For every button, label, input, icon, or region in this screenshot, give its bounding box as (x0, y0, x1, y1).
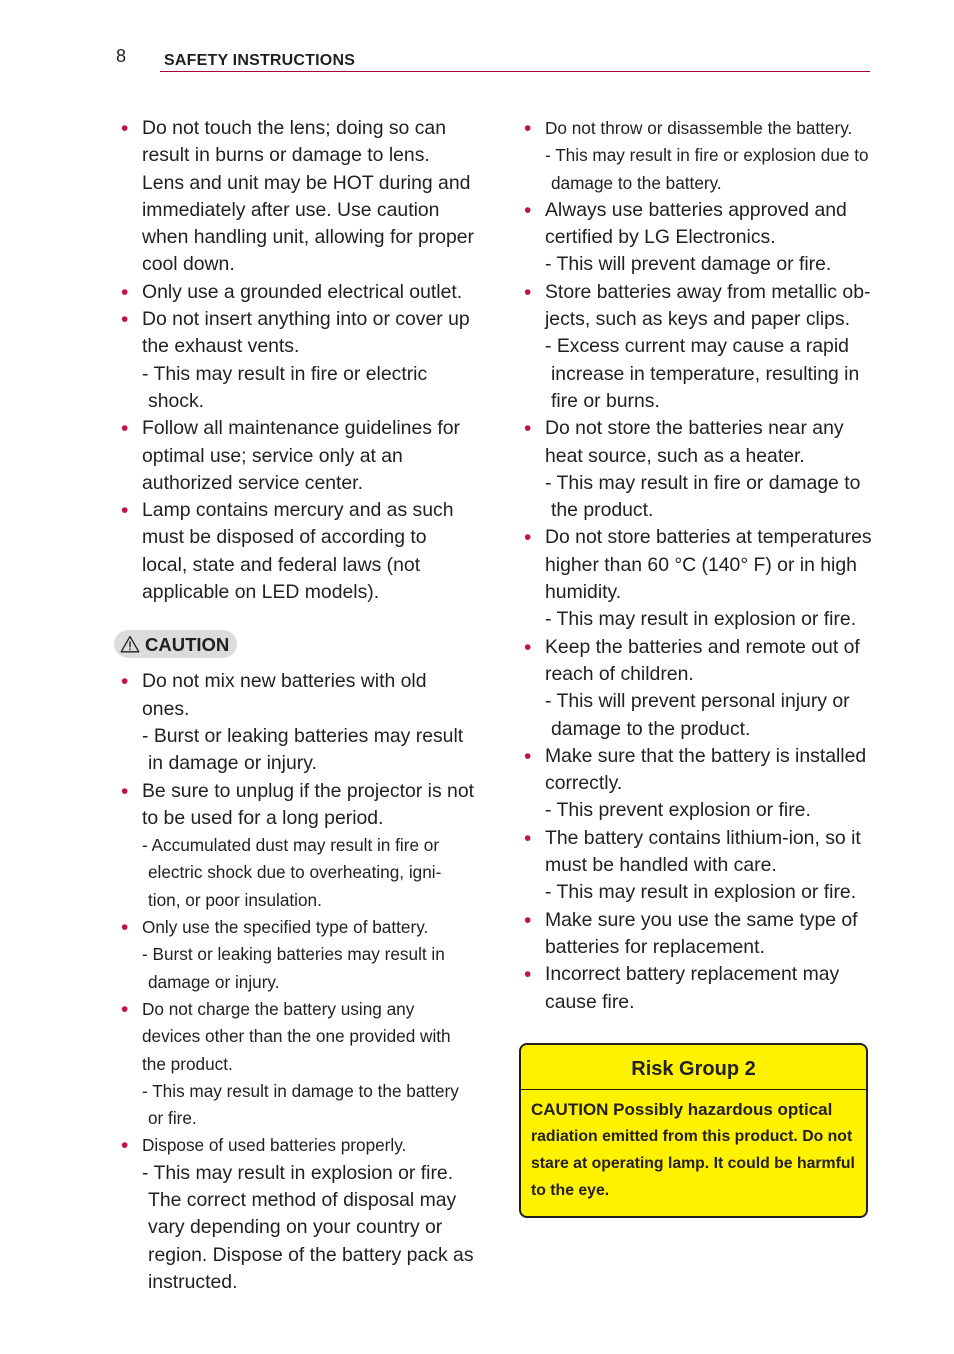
item-note: - Burst or leaking batteries may result in damage or injury. (142, 944, 445, 992)
item-text: Do not throw or disassemble the battery. (545, 118, 853, 138)
list-item (120, 279, 475, 306)
list-item (523, 634, 875, 743)
risk-warning-line1: CAUTION Possibly hazardous optical (531, 1100, 833, 1119)
list-item (120, 415, 475, 497)
item-note: - This may result in fire or electric shock. (142, 362, 428, 412)
item-text: Do not store batteries at temperatures higher than 60 °C (140° F) or in high humidity. (545, 526, 872, 604)
list-item (523, 415, 875, 524)
item-note: - This may result in damage to the battery or fire. (142, 1080, 459, 1129)
item-note: - This may result in explosion or fire. (545, 608, 857, 631)
list-item (120, 778, 475, 914)
item-text: Dispose of used batteries properly. (142, 1135, 407, 1156)
caution-label: CAUTION (145, 633, 230, 655)
item-text: Incorrect battery replacement may cause fire. (545, 963, 840, 1013)
item-note: - This will prevent personal injury or damage to the product. (545, 690, 850, 740)
item-text: Lamp contains mercury and as such must be disposed of according to local, state and federal laws (not applicable on LED models). (142, 499, 454, 604)
list-item (120, 1132, 475, 1296)
item-text: Make sure that the battery is installed correctly. (545, 744, 867, 795)
item-text: Do not touch the lens; doing so can result in burns or damage to lens. Lens and unit may be HOT during and immediately after use. Use caution when handling unit, allowing for proper cool down. (142, 117, 475, 276)
list-item (120, 914, 475, 996)
item-text: Store batteries away from metallic ob- jects, such as keys and paper clips. (545, 280, 871, 331)
item-text: Be sure to unplug if the projector is not to be used for a long period. (142, 779, 474, 829)
list-item (523, 524, 875, 633)
list-item (523, 115, 875, 197)
item-note: - This may result in fire or damage to the product. (545, 471, 861, 522)
item-text: Keep the batteries and remote out of reach of children. (545, 635, 860, 685)
list-item (120, 115, 475, 279)
list-item (523, 907, 875, 962)
header-divider (160, 71, 870, 72)
item-note: - This may result in explosion or fire. (545, 881, 857, 904)
right-column (523, 115, 875, 1016)
warning-triangle-icon (120, 635, 140, 653)
list-item (120, 306, 475, 415)
list-item (523, 825, 875, 907)
section-header-title: SAFETY INSTRUCTIONS (164, 52, 356, 69)
item-text: Do not insert anything into or cover up the exhaust vents. (142, 308, 470, 358)
list-item (523, 961, 875, 1016)
list-item (523, 279, 875, 415)
item-note: - This prevent explosion or fire. (545, 799, 811, 822)
page-number: 8 (116, 46, 127, 66)
list-item (120, 996, 475, 1132)
item-text: Do not mix new batteries with old ones. (142, 670, 427, 720)
risk-warning-text (521, 1090, 866, 1204)
list-item (523, 743, 875, 825)
item-note: - This will prevent damage or fire. (545, 253, 832, 276)
item-text: Always use batteries approved and certified by LG Electronics. (545, 198, 847, 249)
risk-warning-rest: radiation emitted from this product. Do not stare at operating lamp. It could be harmful to the eye. (531, 1128, 855, 1199)
caution-badge (114, 630, 237, 658)
item-text: The battery contains lithium-ion, so it must be handled with care. (545, 826, 861, 877)
risk-group-title: Risk Group 2 (521, 1045, 866, 1090)
item-text: Do not store the batteries near any heat source, such as a heater. (545, 417, 844, 467)
list-item (523, 197, 875, 279)
risk-group-label (519, 1043, 868, 1218)
item-note: - This may result in explosion or fire. The correct method of disposal may vary depending on your country or region. Dispose of the battery pack as instructed. (142, 1161, 474, 1293)
item-note: - Accumulated dust may result in fire or electric shock due to overheating, igni- tion, or poor insulation. (142, 835, 442, 910)
list-item (120, 497, 475, 606)
item-note: - Burst or leaking batteries may result in damage or injury. (142, 724, 464, 775)
item-text: Follow all maintenance guidelines for optimal use; service only at an authorized service center. (142, 417, 460, 494)
item-text: Make sure you use the same type of batteries for replacement. (545, 908, 858, 958)
item-note: - This may result in fire or explosion due to damage to the battery. (545, 145, 869, 193)
list-item (120, 668, 475, 777)
item-text: Do not charge the battery using any devices other than the one provided with the product. (142, 998, 451, 1074)
item-note: - Excess current may cause a rapid increase in temperature, resulting in fire or burns. (545, 335, 860, 412)
item-text: Only use the specified type of battery. (142, 917, 429, 938)
item-text: Only use a grounded electrical outlet. (142, 280, 463, 303)
battery-safety-list (523, 115, 875, 1016)
left-column (120, 115, 475, 1296)
caution-list (120, 668, 475, 1296)
safety-list (120, 115, 475, 606)
